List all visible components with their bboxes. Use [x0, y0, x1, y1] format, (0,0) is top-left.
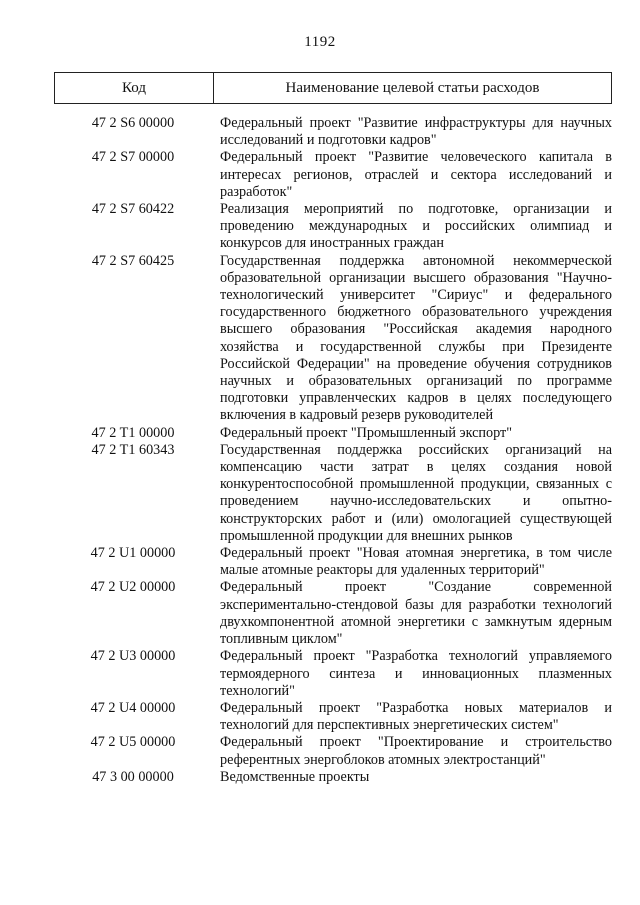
table-header: [54, 72, 612, 104]
table-body: [54, 115, 614, 786]
row-code: 47 2 U1 00000: [90, 545, 176, 562]
table-row: [54, 769, 614, 786]
row-description: Федеральный проект "Создание современной экспериментально-стендовой базы для разработки технологий двухкомпонентной атомной энергетики с замкнутым ядерным топливным циклом": [220, 579, 612, 648]
table-row: [54, 734, 614, 768]
row-code: 47 2 S7 00000: [91, 149, 175, 166]
row-code: 47 2 S7 60422: [91, 201, 175, 218]
row-code: 47 2 U4 00000: [90, 699, 176, 716]
row-code: 47 2 T1 00000: [91, 424, 175, 441]
row-code: 47 2 U5 00000: [90, 734, 176, 751]
row-description: Государственная поддержка автономной некоммерческой образовательной организации высшего образования "Научно-технологический университет "Сириус" и федерального государственного бюджетного образовательного учреждения высшего образования "Российская академия народного хозяйства и государственной службы при Президенте Российской Федерации" на проведение обучения сотрудников научных и образовательных организаций по программе подготовки управленческих кадров в целях последующего включения в кадровый резерв руководителей: [220, 252, 612, 424]
table-row: [54, 149, 614, 201]
row-code: 47 2 S6 00000: [91, 115, 175, 131]
column-header-code: Код: [55, 73, 214, 103]
row-description: Государственная поддержка российских организаций на компенсацию части затрат в целях создания новой конкурентоспособной промышленной продукции, связанных с проведением научно-исследовательских и опытно-конструкторских работ и (или) омологацией существующей промышленной продукции для внешних рынков: [220, 441, 612, 544]
row-description: Федеральный проект "Развитие человеческого капитала в интересах регионов, отраслей и сектора исследований и разработок": [220, 149, 612, 200]
row-description: Реализация мероприятий по подготовке, организации и проведению международных и российских олимпиад и конкурсов для иностранных граждан: [220, 201, 612, 252]
table-row: [54, 648, 614, 700]
table-row: [54, 442, 614, 545]
row-description: Федеральный проект "Проектирование и строительство референтных энергоблоков атомных электростанций": [220, 734, 612, 768]
row-description: Федеральный проект "Развитие инфраструктуры для научных исследований и подготовки кадров": [220, 115, 612, 149]
row-description: Федеральный проект "Разработка технологий управляемого термоядерного синтеза и инновационных плазменных технологий": [220, 648, 612, 699]
table-row: [54, 700, 614, 734]
table-row: [54, 425, 614, 442]
row-code: 47 3 00 00000: [92, 768, 174, 785]
row-description: Федеральный проект "Промышленный экспорт": [220, 424, 512, 441]
page-number: 1192: [304, 34, 336, 50]
row-code: 47 2 U3 00000: [90, 648, 176, 665]
table-row: [54, 201, 614, 253]
row-code: 47 2 T1 60343: [91, 441, 175, 458]
row-description: Федеральный проект "Разработка новых материалов и технологий для перспективных энергетических систем": [220, 699, 612, 734]
table-row: [54, 545, 614, 579]
row-description: Федеральный проект "Новая атомная энергетика, в том числе малые атомные реакторы для удаленных территорий": [220, 545, 612, 579]
column-header-name: Наименование целевой статьи расходов: [285, 79, 540, 96]
table-row: [54, 579, 614, 648]
table-row: [54, 115, 614, 149]
row-code: 47 2 S7 60425: [91, 252, 175, 269]
row-description: Ведомственные проекты: [220, 768, 370, 785]
table-row: [54, 253, 614, 425]
row-code: 47 2 U2 00000: [90, 579, 176, 596]
